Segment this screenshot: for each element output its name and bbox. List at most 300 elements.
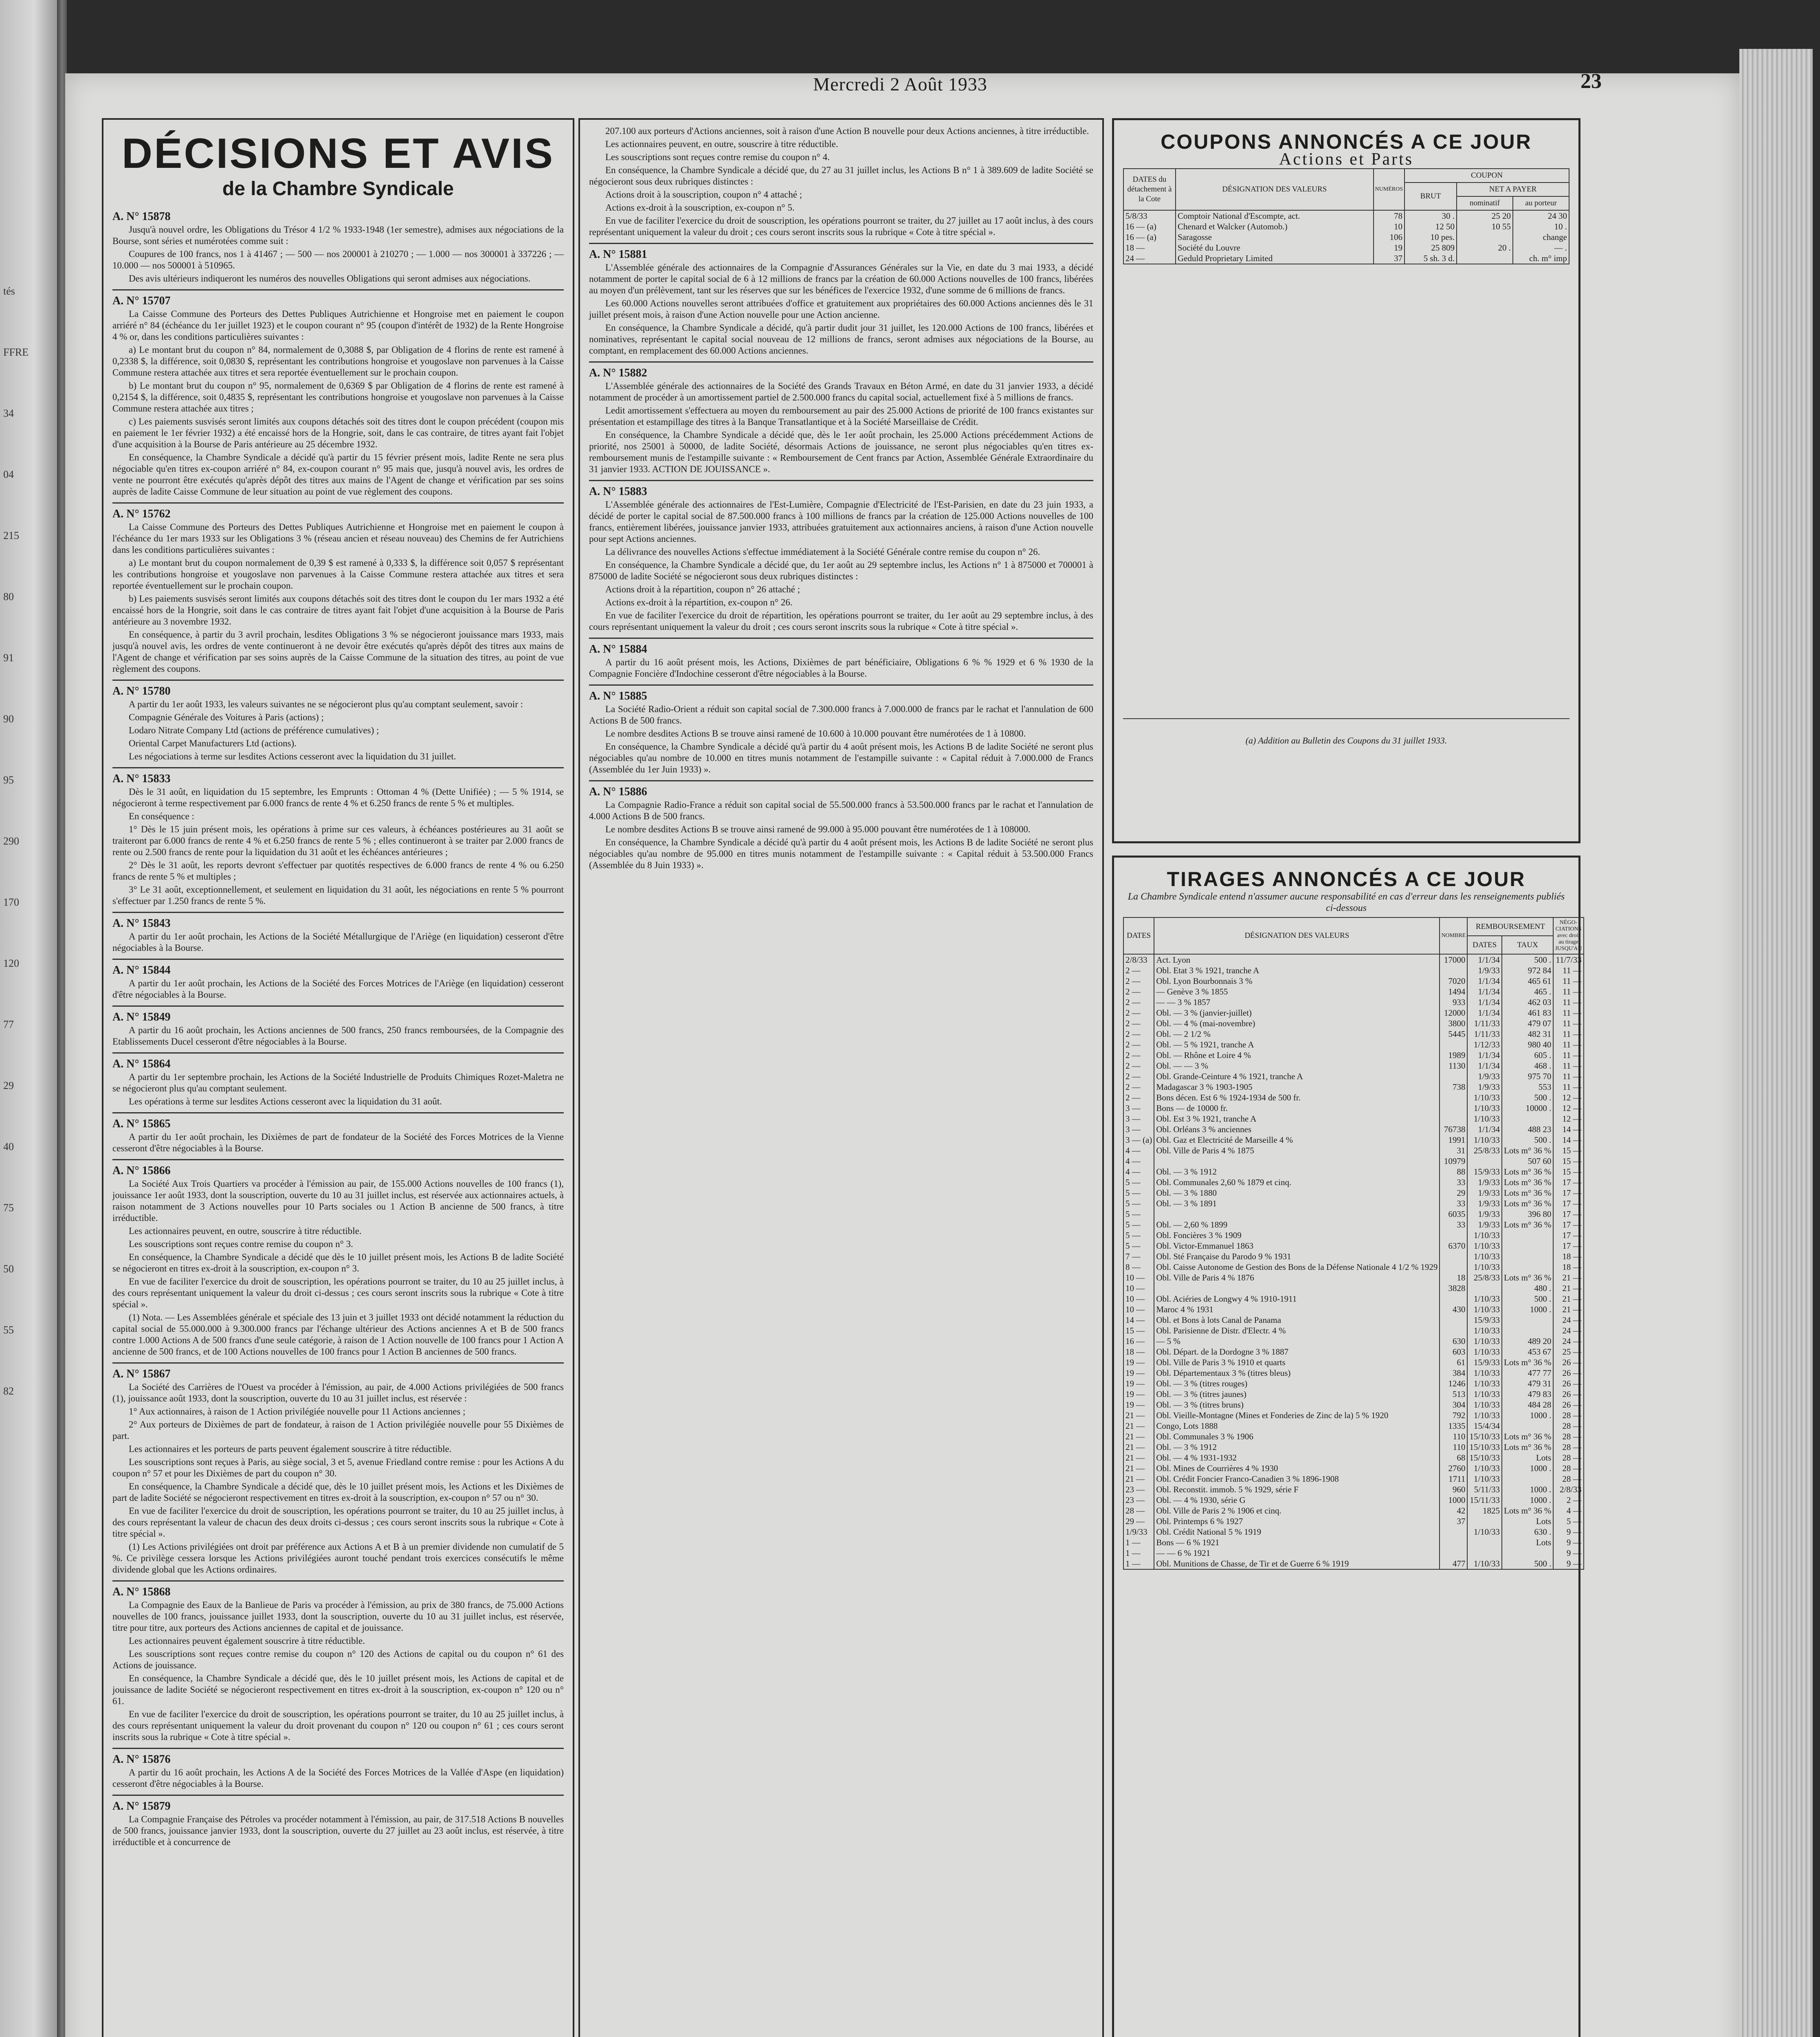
notice-body bbox=[112, 1767, 564, 1790]
tirages-row-cell: 61 bbox=[1440, 1357, 1467, 1368]
tirages-row-cell: Obl. — 3 % (titres jaunes) bbox=[1154, 1389, 1440, 1399]
coupons-row-cell: Saragosse bbox=[1176, 232, 1374, 242]
tirages-row-cell: 2 — bbox=[1123, 1082, 1154, 1092]
tirages-row-cell: 68 bbox=[1440, 1452, 1467, 1463]
tirages-row-cell: 19 — bbox=[1123, 1357, 1154, 1368]
tirages-row bbox=[1123, 1516, 1584, 1527]
tirages-row-cell: 17 — bbox=[1553, 1241, 1583, 1251]
tirages-row-cell: 15/10/33 bbox=[1467, 1431, 1502, 1442]
coupons-row bbox=[1123, 242, 1569, 253]
tirages-row-cell: 630 . bbox=[1502, 1527, 1553, 1537]
notice-paragraph: Les opérations à terme sur lesdites Actions cesseront avec la liquidation du 31 août. bbox=[129, 1096, 442, 1106]
notice bbox=[112, 211, 564, 284]
tirages-row-cell: Obl. — 3 % (titres rouges) bbox=[1154, 1378, 1440, 1389]
tirages-row-cell: 1/10/33 bbox=[1467, 1558, 1502, 1569]
tirages-row-cell: 1/1/34 bbox=[1467, 1060, 1502, 1071]
tirages-row-cell bbox=[1440, 1103, 1467, 1113]
tirages-row-cell: 21 — bbox=[1123, 1442, 1154, 1452]
tirages-row-cell: 1991 bbox=[1440, 1135, 1467, 1145]
tirages-row-cell: 21 — bbox=[1553, 1293, 1583, 1304]
notice-body bbox=[112, 1178, 564, 1357]
tirages-col-nego: NÉGO-CIATIONS avec droit au tirage JUSQU'AU bbox=[1553, 917, 1583, 954]
tirages-row-cell: 1/1/34 bbox=[1467, 976, 1502, 986]
tirages-row-cell bbox=[1440, 1113, 1467, 1124]
tirages-row-cell: 17 — bbox=[1553, 1209, 1583, 1219]
coupons-row-cell: — . bbox=[1513, 242, 1569, 253]
tirages-row-cell: 12000 bbox=[1440, 1008, 1467, 1018]
tirages-row-cell: 23 — bbox=[1123, 1484, 1154, 1495]
notice-separator bbox=[112, 1052, 564, 1054]
tirages-row-cell: 24 — bbox=[1553, 1336, 1583, 1346]
tirages-row-cell bbox=[1440, 1071, 1467, 1082]
tirages-row-cell: Obl. Sté Française du Parodo 9 % 1931 bbox=[1154, 1251, 1440, 1262]
tirages-row bbox=[1123, 1166, 1584, 1177]
notice-paragraph: Des avis ultérieurs indiqueront les numéros des nouvelles Obligations qui seront admises aux négociations. bbox=[129, 273, 531, 284]
notice-paragraph: La Société Aux Trois Quartiers va procéder à l'émission au pair, de 155.000 Actions nouvelles de 100 francs (1), jouissance 1er août 1933, dont la souscription, ouverte du 10 au 31 juillet inclus, est réservée aux actionnaires actuels, à raison notamment de 3 Actions nouvelles pour 10 Parts sociales ou 1 Action B ancienne de 500 francs, à titre irréductible. bbox=[112, 1179, 564, 1223]
tirages-row-cell bbox=[1440, 1325, 1467, 1336]
coupons-col-coupon: COUPON bbox=[1405, 169, 1569, 183]
tirages-row-cell: Bons — de 10000 fr. bbox=[1154, 1103, 1440, 1113]
coupons-row-cell: ch. m° imp bbox=[1513, 253, 1569, 264]
tirages-row-cell: Obl. — 3 % 1912 bbox=[1154, 1166, 1440, 1177]
notice bbox=[112, 773, 564, 907]
tirages-row bbox=[1123, 1389, 1584, 1399]
notice-paragraph: A partir du 1er août 1933, les valeurs suivantes ne se négocieront plus qu'au comptant seulement, savoir : bbox=[129, 699, 523, 709]
tirages-row-cell: 1/1/34 bbox=[1467, 1008, 1502, 1018]
tirages-row-cell: 12 — bbox=[1553, 1103, 1583, 1113]
notice-id: A. N° 15881 bbox=[589, 248, 647, 261]
notice-paragraph: En conséquence, la Chambre Syndicale a décidé que, du 27 au 31 juillet inclus, les Actions B n° 1 à 389.609 de ladite Société se négocieront sous deux rubriques distinctes : bbox=[589, 165, 1093, 187]
tirages-row-cell: Obl. — 4 % (mai-novembre) bbox=[1154, 1018, 1440, 1029]
tirages-row-cell: 630 bbox=[1440, 1336, 1467, 1346]
left-page-edge bbox=[0, 0, 57, 2037]
tirages-row-cell: Obl. — 2,60 % 1899 bbox=[1154, 1219, 1440, 1230]
coupons-row-cell: 12 50 bbox=[1405, 221, 1457, 232]
tirages-row-cell: 12 — bbox=[1553, 1092, 1583, 1103]
tirages-row-cell: Congo, Lots 1888 bbox=[1154, 1421, 1440, 1431]
tirages-row-cell: 2 — bbox=[1123, 976, 1154, 986]
notice-id: A. N° 15866 bbox=[112, 1164, 171, 1177]
tirages-col-nombre: NOMBRE bbox=[1440, 917, 1467, 954]
tirages-row-cell bbox=[1467, 1283, 1502, 1293]
tirages-row-cell: 2 — bbox=[1123, 1029, 1154, 1039]
tirages-row-cell: 1/10/33 bbox=[1467, 1474, 1502, 1484]
tirages-row-cell bbox=[1502, 1548, 1553, 1558]
tirages-row-cell: — 5 % bbox=[1154, 1336, 1440, 1346]
tirages-row-cell: Bons — 6 % 1921 bbox=[1154, 1537, 1440, 1548]
tirages-row-cell: 11 — bbox=[1553, 1071, 1583, 1082]
tirages-row-cell: 1000 . bbox=[1502, 1304, 1553, 1315]
tirages-row-cell: 462 03 bbox=[1502, 997, 1553, 1008]
tirages-row-cell bbox=[1467, 1156, 1502, 1166]
tirages-row-cell: 10 — bbox=[1123, 1304, 1154, 1315]
notice-separator bbox=[112, 502, 564, 504]
tirages-row-cell: 1/11/33 bbox=[1467, 1018, 1502, 1029]
notice-paragraph: (1) Nota. — Les Assemblées générale et spéciale des 13 juin et 3 juillet 1933 ont décidé notamment la réduction du capital social de 55.000.000 à 9.300.000 francs par l'échange ultérieur des Actions anciennes A et B de 500 francs contre 1.000 Actions A de 500 francs d'une seule catégorie, à raison de 1 Action nouvelle de 100 francs pour 1 Action A ancienne de 500 francs, et de 100 Actions nouvelles de 100 francs pour 1 Action B anciennes de 500 francs. bbox=[112, 1312, 564, 1357]
notice-paragraph: En vue de faciliter l'exercice du droit de souscription, les opérations pourront se traiter, du 27 juillet au 17 août inclus, à des cours représentant uniquement la valeur du droit ; ces cours seront inscrits sous la rubrique « Cote à titre spécial ». bbox=[589, 216, 1093, 237]
notice-paragraph: Actions droit à la souscription, coupon n° 4 attaché ; bbox=[605, 189, 802, 200]
tirages-col-dates: DATES bbox=[1123, 917, 1154, 954]
tirages-row-cell: 1/10/33 bbox=[1467, 1325, 1502, 1336]
tirages-row-cell bbox=[1502, 1315, 1553, 1325]
tirages-row-cell: 24 — bbox=[1553, 1315, 1583, 1325]
notice-separator bbox=[112, 959, 564, 960]
coupons-row-cell bbox=[1457, 253, 1513, 264]
coupons-row-cell: 5/8/33 bbox=[1123, 210, 1176, 221]
notice bbox=[112, 1368, 564, 1575]
tirages-row-cell: 110 bbox=[1440, 1442, 1467, 1452]
tirages-row-cell: 88 bbox=[1440, 1166, 1467, 1177]
tirages-row-cell: 1494 bbox=[1440, 986, 1467, 997]
tirages-row-cell: 12 — bbox=[1553, 1113, 1583, 1124]
tirages-row bbox=[1123, 1346, 1584, 1357]
tirages-row-cell: Obl. Ville de Paris 4 % 1876 bbox=[1154, 1272, 1440, 1283]
notice-id: A. N° 15865 bbox=[112, 1117, 171, 1130]
notice-id: A. N° 15882 bbox=[589, 367, 647, 379]
tirages-row-cell: Obl. Orléans 3 % anciennes bbox=[1154, 1124, 1440, 1135]
left-page-fragment: tés bbox=[3, 285, 15, 297]
tirages-row-cell: 2 — bbox=[1123, 1008, 1154, 1018]
tirages-row-cell: 6370 bbox=[1440, 1241, 1467, 1251]
tirages-row-cell: 25/8/33 bbox=[1467, 1145, 1502, 1156]
left-page-fragment: 77 bbox=[3, 1018, 14, 1030]
coupons-row-cell: 25 20 bbox=[1457, 210, 1513, 221]
tirages-row bbox=[1123, 1325, 1584, 1336]
notice bbox=[112, 965, 564, 1001]
tirages-row-cell: 17 — bbox=[1553, 1219, 1583, 1230]
tirages-row-cell: 1000 . bbox=[1502, 1410, 1553, 1421]
decisions-column-left bbox=[102, 118, 574, 2037]
coupons-row-cell: Geduld Proprietary Limited bbox=[1176, 253, 1374, 264]
tirages-row-cell bbox=[1440, 1315, 1467, 1325]
tirages-row-cell: 17 — bbox=[1553, 1177, 1583, 1188]
notice-separator bbox=[589, 684, 1093, 686]
tirages-row-cell: 1/10/33 bbox=[1467, 1251, 1502, 1262]
tirages-row-cell: 33 bbox=[1440, 1177, 1467, 1188]
notice-paragraph: b) Le montant brut du coupon n° 95, normalement de 0,6369 $ par Obligation de 4 florins de rente est ramené à 0,2154 $, la différence, soit 0,4835 $, représentant les contributions hongroise et yougoslave non parvenues à la Caisse Commune restera attachée aux titres ; bbox=[112, 381, 564, 414]
tirages-row-cell: 465 . bbox=[1502, 986, 1553, 997]
left-page-fragment: 170 bbox=[3, 896, 19, 908]
tirages-row bbox=[1123, 1188, 1584, 1198]
tirages-row-cell: 28 — bbox=[1553, 1463, 1583, 1474]
tirages-row-cell: Lots m° 36 % bbox=[1502, 1431, 1553, 1442]
tirages-row-cell: 2 — bbox=[1123, 986, 1154, 997]
notice bbox=[589, 644, 1093, 680]
tirages-row bbox=[1123, 1050, 1584, 1060]
tirages-row-cell: 1/1/34 bbox=[1467, 1124, 1502, 1135]
notice-separator bbox=[589, 638, 1093, 639]
notice-body bbox=[112, 308, 564, 497]
tirages-row-cell: 1/12/33 bbox=[1467, 1039, 1502, 1050]
coupons-title: COUPONS ANNONCÉS A CE JOUR bbox=[1161, 130, 1532, 153]
tirages-row-cell: 1/10/33 bbox=[1467, 1378, 1502, 1389]
tirages-row-cell bbox=[1502, 1251, 1553, 1262]
notice-paragraph: Le nombre desdites Actions B se trouve ainsi ramené de 99.000 à 95.000 pouvant être numérotées de 1 à 108000. bbox=[605, 824, 1031, 834]
tirages-row-cell: 1/10/33 bbox=[1467, 1410, 1502, 1421]
tirages-row-cell: 792 bbox=[1440, 1410, 1467, 1421]
tirages-row-cell: 605 . bbox=[1502, 1050, 1553, 1060]
notice bbox=[112, 1754, 564, 1790]
tirages-row bbox=[1123, 1484, 1584, 1495]
tirages-row-cell: 1 — bbox=[1123, 1558, 1154, 1569]
tirages-row bbox=[1123, 1060, 1584, 1071]
tirages-row-cell: 15 — bbox=[1553, 1156, 1583, 1166]
notice-body bbox=[112, 1131, 564, 1154]
tirages-row-cell bbox=[1154, 1283, 1440, 1293]
tirages-row bbox=[1123, 1103, 1584, 1113]
tirages-row-cell: 3 — (a) bbox=[1123, 1135, 1154, 1145]
notice-id: A. N° 15878 bbox=[112, 210, 171, 223]
notice-paragraph: 3° Le 31 août, exceptionnellement, et seulement en liquidation du 31 août, les négociations en rente 5 % pourront s'effectuer par 1.250 francs de rente 5 %. bbox=[112, 884, 564, 906]
tirages-row-cell: 480 . bbox=[1502, 1283, 1553, 1293]
tirages-row-cell: 9 — bbox=[1553, 1558, 1583, 1569]
notice-paragraph: Le nombre desdites Actions B se trouve ainsi ramené de 10.600 à 10.000 pouvant être numérotées de 1 à 10800. bbox=[605, 728, 1026, 739]
tirages-row-cell: 1/10/33 bbox=[1467, 1346, 1502, 1357]
tirages-row-cell bbox=[1440, 1548, 1467, 1558]
tirages-row-cell: 5 — bbox=[1553, 1516, 1583, 1527]
left-page-fragment: 80 bbox=[3, 591, 14, 603]
tirages-row-cell: 1/10/33 bbox=[1467, 1092, 1502, 1103]
notice-body bbox=[112, 1025, 564, 1047]
tirages-row bbox=[1123, 1463, 1584, 1474]
tirages-row-cell: 1/10/33 bbox=[1467, 1389, 1502, 1399]
left-page-fragment: 29 bbox=[3, 1080, 14, 1091]
tirages-row-cell: Obl. Lyon Bourbonnais 3 % bbox=[1154, 976, 1440, 986]
tirages-row-cell: Obl. Départ. de la Dordogne 3 % 1887 bbox=[1154, 1346, 1440, 1357]
tirages-row-cell bbox=[1502, 1241, 1553, 1251]
notice-paragraph: 2° Dès le 31 août, les reports devront s'effectuer par quotités respectives de 6.000 francs de rente 4 % ou 6.250 francs de rente 5 % et multiples ; bbox=[112, 860, 564, 882]
tirages-row-cell: Obl. Printemps 6 % 1927 bbox=[1154, 1516, 1440, 1527]
notice-body bbox=[112, 224, 564, 284]
tirages-row-cell: 29 bbox=[1440, 1188, 1467, 1198]
notice-id: A. N° 15868 bbox=[112, 1586, 171, 1598]
coupons-row bbox=[1123, 253, 1569, 264]
coupons-row-cell: 30 . bbox=[1405, 210, 1457, 221]
tirages-row-cell: 1/1/34 bbox=[1467, 954, 1502, 965]
tirages-row-cell bbox=[1440, 965, 1467, 976]
notice-paragraph: En conséquence, la Chambre Syndicale a décidé que, du 1er août au 29 septembre inclus, les Actions n° 1 à 875000 et 700001 à 875000 de ladite Société se négocieront sous deux rubriques distinctes : bbox=[589, 560, 1093, 581]
tirages-row bbox=[1123, 997, 1584, 1008]
tirages-row-cell: 5 — bbox=[1123, 1209, 1154, 1219]
tirages-row bbox=[1123, 1241, 1584, 1251]
coupons-col-numeros: NUMÉROS bbox=[1374, 169, 1405, 210]
tirages-row-cell: 10979 bbox=[1440, 1156, 1467, 1166]
notice-paragraph: Actions droit à la répartition, coupon n° 26 attaché ; bbox=[605, 584, 800, 594]
tirages-row-cell: 14 — bbox=[1553, 1135, 1583, 1145]
tirages-row-cell: 1/10/33 bbox=[1467, 1262, 1502, 1272]
notice-paragraph: Dès le 31 août, en liquidation du 15 septembre, les Emprunts : Ottoman 4 % (Dette Unifiée) ; — 5 % 1914, se négocieront à terme respectivement par 6.000 francs de rente 4 % et 6.250 francs de rente 5 % et multiples. bbox=[112, 787, 564, 808]
tirages-row-cell: 15 — bbox=[1553, 1145, 1583, 1156]
tirages-row bbox=[1123, 954, 1584, 965]
tirages-row-cell: 37 bbox=[1440, 1516, 1467, 1527]
tirages-row-cell: Obl. Mines de Courrières 4 % 1930 bbox=[1154, 1463, 1440, 1474]
notice-separator bbox=[112, 912, 564, 913]
tirages-row-cell: Obl. Aciéries de Longwy 4 % 1910-1911 bbox=[1154, 1293, 1440, 1304]
tirages-row-cell: 26 — bbox=[1553, 1378, 1583, 1389]
tirages-row-cell: 15/10/33 bbox=[1467, 1452, 1502, 1463]
coupons-row-cell: 37 bbox=[1374, 253, 1405, 264]
notice-id: A. N° 15707 bbox=[112, 295, 171, 307]
notice-separator bbox=[112, 1112, 564, 1113]
tirages-row-cell bbox=[1502, 1113, 1553, 1124]
notice-paragraph: Coupures de 100 francs, nos 1 à 41467 ; — 500 — nos 200001 à 210270 ; — 1.000 — nos 300001 à 337226 ; — 10.000 — nos 500001 à 510965. bbox=[112, 249, 564, 271]
tirages-row-cell bbox=[1440, 1262, 1467, 1272]
notice-paragraph: Les actionnaires peuvent, en outre, souscrire à titre réductible. bbox=[129, 1226, 362, 1236]
tirages-row-cell: 1000 . bbox=[1502, 1495, 1553, 1505]
notice-separator bbox=[589, 780, 1093, 781]
tirages-row-cell: 19 — bbox=[1123, 1389, 1154, 1399]
notices-list-left bbox=[112, 211, 564, 1848]
tirages-row-cell: Obl. Communales 3 % 1906 bbox=[1154, 1431, 1440, 1442]
notice-paragraph: En vue de faciliter l'exercice du droit de souscription, les opérations pourront se traiter, du 10 au 25 juillet inclus, à des cours représentant uniquement la valeur du droit ci-dessus ; ces cours seront inscrits sous la rubrique « Cote à titre spécial ». bbox=[112, 1276, 564, 1309]
notice-id: A. N° 15844 bbox=[112, 964, 171, 977]
notice-body bbox=[589, 657, 1093, 680]
tirages-row bbox=[1123, 1452, 1584, 1463]
tirages-row-cell: 8 — bbox=[1123, 1262, 1154, 1272]
coupons-row-cell: 106 bbox=[1374, 232, 1405, 242]
notice-separator bbox=[112, 1748, 564, 1749]
tirages-row-cell: 396 80 bbox=[1502, 1209, 1553, 1219]
tirages-row-cell: 31 bbox=[1440, 1145, 1467, 1156]
tirages-row-cell: 1 — bbox=[1123, 1548, 1154, 1558]
tirages-row bbox=[1123, 1399, 1584, 1410]
tirages-row-cell: 26 — bbox=[1553, 1399, 1583, 1410]
coupons-row-cell: 10 55 bbox=[1457, 221, 1513, 232]
tirages-row-cell: Obl. Grande-Ceinture 4 % 1921, tranche A bbox=[1154, 1071, 1440, 1082]
tirages-row-cell bbox=[1440, 1092, 1467, 1103]
tirages-row-cell: 4 — bbox=[1123, 1145, 1154, 1156]
notice-separator bbox=[112, 1159, 564, 1160]
left-page-fragment: FFRE bbox=[3, 346, 29, 358]
notice-body bbox=[112, 786, 564, 907]
notice-paragraph: Jusqu'à nouvel ordre, les Obligations du Trésor 4 1/2 % 1933-1948 (1er semestre), admises aux négociations de la Bourse, sont séries et numérotées comme suit : bbox=[112, 224, 564, 246]
coupons-row-cell: Chenard et Walcker (Automob.) bbox=[1176, 221, 1374, 232]
tirages-row-cell: 1000 . bbox=[1502, 1484, 1553, 1495]
notice-paragraph: a) Le montant brut du coupon n° 84, normalement de 0,3088 $, par Obligation de 4 florins de rente est ramené à 0,2338 $, la différence, soit 0,0830 $, représentant les contributions hongroise et yougoslave non parvenues à la Caisse Commune restera attachée aux titres et sera reportée éventuellement sur le prochain coupon. bbox=[112, 345, 564, 378]
notice-body bbox=[112, 1599, 564, 1743]
coupons-row-cell: 16 — (a) bbox=[1123, 221, 1176, 232]
notice-paragraph: b) Les paiements susvisés seront limités aux coupons détachés soit des titres dont le coupon du 1er mars 1932 a été encaissé hors de la Hongrie, soit dans le cas contraire de titres ayant fait l'objet d'une acquisition à la Bourse de Paris antérieure au 3 novembre 1932. bbox=[112, 594, 564, 627]
notice-body bbox=[589, 704, 1093, 775]
tirages-col-taux: TAUX bbox=[1502, 936, 1553, 954]
notice-body bbox=[589, 125, 1093, 238]
tirages-row-cell: Obl. Crédit National 5 % 1919 bbox=[1154, 1527, 1440, 1537]
tirages-row-cell: Lots m° 36 % bbox=[1502, 1442, 1553, 1452]
notice bbox=[112, 1118, 564, 1154]
tirages-row-cell: 738 bbox=[1440, 1082, 1467, 1092]
notice-paragraph: En conséquence, la Chambre Syndicale a décidé qu'à partir du 15 février présent mois, ladite Rente ne sera plus négociable qu'en titres ex-coupon arriéré n° 84, ex-coupon courant n° 95 mais que, jusqu'à nouvel avis, les ordres de vente ne pourront être exécutés qu'après dépôt des titres aux mains de l'Agent de change et vérification par ses soins auprès de ladite Caisse Commune de leur situation au point de vue règlement des coupons. bbox=[112, 452, 564, 497]
tirages-row-cell: Obl. — 4 % 1931-1932 bbox=[1154, 1452, 1440, 1463]
tirages-row bbox=[1123, 1410, 1584, 1421]
tirages-row-cell: 2760 bbox=[1440, 1463, 1467, 1474]
left-page-fragment: 91 bbox=[3, 652, 14, 664]
tirages-row-cell: 11 — bbox=[1553, 1029, 1583, 1039]
tirages-row-cell: 1335 bbox=[1440, 1421, 1467, 1431]
notice-id: A. N° 15885 bbox=[589, 690, 647, 702]
notice-paragraph: Les actionnaires et les porteurs de parts peuvent également souscrire à titre réductible. bbox=[129, 1444, 452, 1454]
tirages-row-cell bbox=[1502, 1421, 1553, 1431]
tirages-row-cell: 3 — bbox=[1123, 1103, 1154, 1113]
notice-paragraph: L'Assemblée générale des actionnaires de l'Est-Lumière, Compagnie d'Electricité de l'Est-Parisien, en date du 23 juin 1933, a décidé de porter le capital social de 87.500.000 francs à 100 millions de francs par la création de 125.000 Actions nouvelles de 100 francs, entièrement libérées, jouissance janvier 1933, attribuées gratuitement aux actionnaires anciens, à raison d'une Action nouvelle pour sept Actions anciennes. bbox=[589, 499, 1093, 544]
tirages-row-cell: 21 — bbox=[1553, 1283, 1583, 1293]
notice-paragraph: A partir du 16 août prochain, les Actions anciennes de 500 francs, 250 francs remboursées, de la Compagnie des Etablissements Ducel cesseront d'être négociables à la Bourse. bbox=[112, 1025, 564, 1047]
tirages-row-cell: 1/1/34 bbox=[1467, 1050, 1502, 1060]
tirages-row-cell: 1/9/33 bbox=[1467, 1071, 1502, 1082]
coupons-row-cell bbox=[1457, 232, 1513, 242]
tirages-row bbox=[1123, 1029, 1584, 1039]
tirages-row-cell: 1711 bbox=[1440, 1474, 1467, 1484]
tirages-row-cell: 28 — bbox=[1553, 1452, 1583, 1463]
notice bbox=[589, 786, 1093, 871]
left-page-fragment: 82 bbox=[3, 1385, 14, 1397]
tirages-row-cell: 19 — bbox=[1123, 1378, 1154, 1389]
notice-paragraph: La Société des Carrières de l'Ouest va procéder à l'émission, au pair, de 4.000 Actions privilégiées de 500 francs (1), jouissance août 1933, dont la souscription, ouverte du 10 au 31 juillet inclus, est réservée : bbox=[112, 1382, 564, 1403]
tirages-row-cell: Lots m° 36 % bbox=[1502, 1177, 1553, 1188]
coupons-row-cell: 24 30 bbox=[1513, 210, 1569, 221]
tirages-row-cell: 4 — bbox=[1123, 1156, 1154, 1166]
tirages-row-cell: 477 77 bbox=[1502, 1368, 1553, 1378]
tirages-row-cell: 488 23 bbox=[1502, 1124, 1553, 1135]
tirages-row-cell: 1/1/34 bbox=[1467, 986, 1502, 997]
coupons-row-cell: 78 bbox=[1374, 210, 1405, 221]
tirages-row-cell bbox=[1440, 1527, 1467, 1537]
tirages-row-cell: 18 — bbox=[1553, 1251, 1583, 1262]
tirages-row-cell: 500 . bbox=[1502, 954, 1553, 965]
notice-paragraph: Actions ex-droit à la répartition, ex-coupon n° 26. bbox=[605, 597, 793, 607]
coupons-row-cell: 24 — bbox=[1123, 253, 1176, 264]
tirages-row-cell: 5/11/33 bbox=[1467, 1484, 1502, 1495]
tirages-row-cell: 1825 bbox=[1467, 1505, 1502, 1516]
tirages-row bbox=[1123, 1135, 1584, 1145]
coupons-row-cell: 25 809 bbox=[1405, 242, 1457, 253]
tirages-row-cell: 28 — bbox=[1123, 1505, 1154, 1516]
tirages-row-cell: 17 — bbox=[1553, 1188, 1583, 1198]
tirages-row-cell: 1989 bbox=[1440, 1050, 1467, 1060]
notice-paragraph: Ledit amortissement s'effectuera au moyen du remboursement au pair des 25.000 Actions de priorité de 100 francs existantes sur présentation et estampillage des titres à la Banque Transatlantique et à la Société Marseillaise de Crédit. bbox=[589, 405, 1093, 427]
tirages-row-cell: 21 — bbox=[1553, 1272, 1583, 1283]
tirages-row-cell: 479 07 bbox=[1502, 1018, 1553, 1029]
tirages-row-cell: 2/8/33 bbox=[1123, 954, 1154, 965]
tirages-row-cell: 3800 bbox=[1440, 1018, 1467, 1029]
left-page-fragment: 40 bbox=[3, 1141, 14, 1153]
tirages-row bbox=[1123, 1357, 1584, 1368]
tirages-row-cell: Obl. — — 3 % bbox=[1154, 1060, 1440, 1071]
notice bbox=[112, 1801, 564, 1848]
tirages-row bbox=[1123, 1368, 1584, 1378]
tirages-row-cell: 2 — bbox=[1553, 1495, 1583, 1505]
tirages-row-cell: 1000 bbox=[1440, 1495, 1467, 1505]
tirages-row-cell bbox=[1440, 1293, 1467, 1304]
notice-paragraph: La Caisse Commune des Porteurs des Dettes Publiques Autrichienne et Hongroise met en paiement le coupon arriéré n° 84 (échéance du 1er juillet 1923) et le coupon courant n° 95 (coupon d'intérêt de 1932) de la Rente Hongroise 4 % or, dans les conditions particulières suivantes : bbox=[112, 309, 564, 342]
decisions-column-middle bbox=[578, 118, 1104, 2037]
tirages-row-cell: 1/10/33 bbox=[1467, 1241, 1502, 1251]
notice-paragraph: La Société Radio-Orient a réduit son capital social de 7.300.000 francs à 7.000.000 de francs par le rachat et l'annulation de 600 Actions B de 500 francs. bbox=[589, 704, 1093, 726]
left-page-fragment: 120 bbox=[3, 957, 19, 969]
tirages-row-cell bbox=[1440, 1230, 1467, 1241]
tirages-row-cell: 21 — bbox=[1553, 1304, 1583, 1315]
notice-paragraph: (1) Les Actions privilégiées ont droit par préférence aux Actions A et B à un premier dividende non cumulatif de 5 %. Ce privilège cessera lorsque les Actions privilégiées auront touché pendant trois exercices consécutifs le même dividende global que les Actions ordinaires. bbox=[112, 1542, 564, 1575]
tirages-row-cell: 5445 bbox=[1440, 1029, 1467, 1039]
notice bbox=[589, 249, 1093, 356]
tirages-row-cell: Obl. Crédit Foncier Franco-Canadien 3 % 1896-1908 bbox=[1154, 1474, 1440, 1484]
tirages-row bbox=[1123, 1283, 1584, 1293]
tirages-row bbox=[1123, 1092, 1584, 1103]
tirages-row-cell: 1/10/33 bbox=[1467, 1113, 1502, 1124]
page-number: 23 bbox=[1580, 70, 1602, 93]
tirages-row-cell: 18 — bbox=[1123, 1346, 1154, 1357]
tirages-row-cell: 28 — bbox=[1553, 1474, 1583, 1484]
tirages-row bbox=[1123, 1537, 1584, 1548]
